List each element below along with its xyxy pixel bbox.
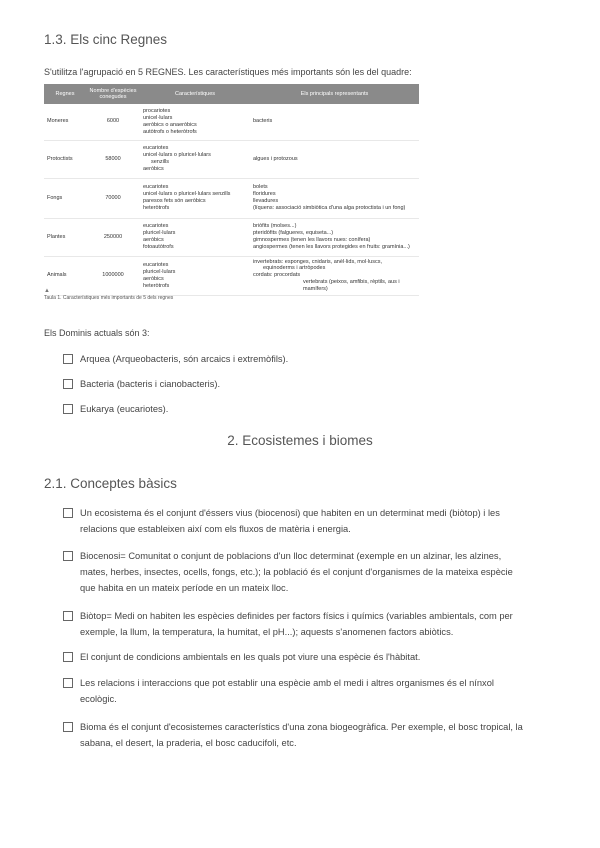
table-cell-rep: algues i protozous (250, 140, 419, 178)
checkbox[interactable] (63, 379, 73, 389)
table-cell-rep: invertebrats: esponges, cnidaris, anèl·lids, mol·luscs, equinoderms i artròpodes cordats: procordats vertebrats (peixos, amfibis, rèptils, aus i mamífers) (250, 256, 419, 295)
checkbox[interactable] (63, 354, 73, 364)
table-intro: S'utilitza l'agrupació en 5 REGNES. Les característiques més importants són les del quadre: (44, 67, 412, 77)
table-row (44, 218, 419, 256)
table-header-cell: Regnes (44, 84, 86, 104)
table-cell-rep: briòfits (molses...) pteridòfits (falgueres, equiseta...) gimnospermes (tenen les llavors nues: conífera) angiospermes (tenen les llavors protegides en fruits: gramínia...) (250, 218, 419, 256)
domini-item: Bacteria (bacteris i cianobacteris). (80, 379, 221, 389)
table-cell-regne: Moneres (44, 104, 86, 140)
table-row (44, 256, 419, 295)
table-cell-regne: Protoctists (44, 140, 86, 178)
checkbox[interactable] (63, 551, 73, 561)
dominis-intro: Els Dominis actuals són 3: (44, 328, 150, 338)
table-cell-num: 58000 (86, 140, 140, 178)
caption-arrow-icon: ▲ (44, 288, 50, 294)
concept-item: Biocenosi= Comunitat o conjunt de poblacions d'un lloc determinat (exemple en un alzinar, les alzines, mates, herbes, insectes, ocells, fongs, etc.); la població és el conjunt d'organismes de la mateixa espècie que habita en un mateix període en un mateix lloc. (80, 551, 513, 593)
table-cell-num: 250000 (86, 218, 140, 256)
table-cell-num: 70000 (86, 178, 140, 218)
table-cell-car: eucariotes pluricel·lulars aeròbics heteròtrofs (140, 256, 250, 295)
table-row (44, 104, 419, 140)
concept-item: Les relacions i interaccions que pot establir una espècie amb el medi i altres organismes és el nínxol ecològic. (80, 678, 494, 704)
section-1-3-title: 1.3. Els cinc Regnes (44, 32, 168, 47)
concept-item: Biòtop= Medi on habiten les espècies definides per factors físics i químics (variables ambientals, com per exemple, la llum, la temperatura, la humitat, el pH...); aquests s'anomenen factors abiòtics. (80, 611, 513, 637)
table-row (44, 178, 419, 218)
table-cell-regne: Fongs (44, 178, 86, 218)
table-header-row (44, 84, 419, 104)
table-row (44, 140, 419, 178)
concept-item: Bioma és el conjunt d'ecosistemes característics d'una zona biogeogràfica. Per exemple, el bosc tropical, la sabana, el desert, la praderia, el bosc caducifoli, etc. (80, 722, 523, 748)
table-cell-car: eucariotes unicel·lulars o pluricel·lulars senzills paresos fets són aeròbics heteròtrofs (140, 178, 250, 218)
checkbox[interactable] (63, 508, 73, 518)
checkbox[interactable] (63, 652, 73, 662)
domini-item: Arquea (Arqueobacteris, són arcaics i extremòfils). (80, 354, 289, 364)
checkbox[interactable] (63, 611, 73, 621)
table-cell-num: 6000 (86, 104, 140, 140)
table-cell-regne: Plantes (44, 218, 86, 256)
concept-item: El conjunt de condicions ambientals en les quals pot viure una espècie és l'hàbitat. (80, 652, 421, 662)
kingdoms-table (44, 84, 419, 296)
concept-item: Un ecosistema és el conjunt d'éssers vius (biocenosi) que habiten en un determinat medi (biòtop) i les relacions que estableixen així com els fluxos de matèria i energia. (80, 508, 500, 534)
checkbox[interactable] (63, 722, 73, 732)
table-header-cell: Nombre d'espècies conegudes (86, 84, 140, 104)
table-cell-num: 1000000 (86, 256, 140, 295)
table-cell-car: eucariotes pluricel·lulars aeròbics fotoautòtrofs (140, 218, 250, 256)
table-cell-car: procariotes unicel·lulars aeròbics o anaeròbics autòtrofs o heteròtrofs (140, 104, 250, 140)
table-cell-car: eucariotes unicel·lulars o pluricel·lulars senzills aeròbics (140, 140, 250, 178)
table-header-cell: Característiques (140, 84, 250, 104)
table-header-cell: Els principals representants (250, 84, 419, 104)
table-cell-rep: bolets floridures llevadures (líquens: associació simbiòtica d'una alga protoctista i un fong) (250, 178, 419, 218)
section-2-1-title: 2.1. Conceptes bàsics (44, 476, 177, 491)
table-cell-regne: Animals (44, 256, 86, 295)
domini-item: Eukarya (eucariotes). (80, 404, 169, 414)
section-2-title: 2. Ecosistemes i biomes (227, 433, 373, 448)
table-caption: Taula 1. Característiques més importants de 5 dels regnes (44, 295, 174, 301)
table-cell-rep: bacteris (250, 104, 419, 140)
checkbox[interactable] (63, 404, 73, 414)
checkbox[interactable] (63, 678, 73, 688)
